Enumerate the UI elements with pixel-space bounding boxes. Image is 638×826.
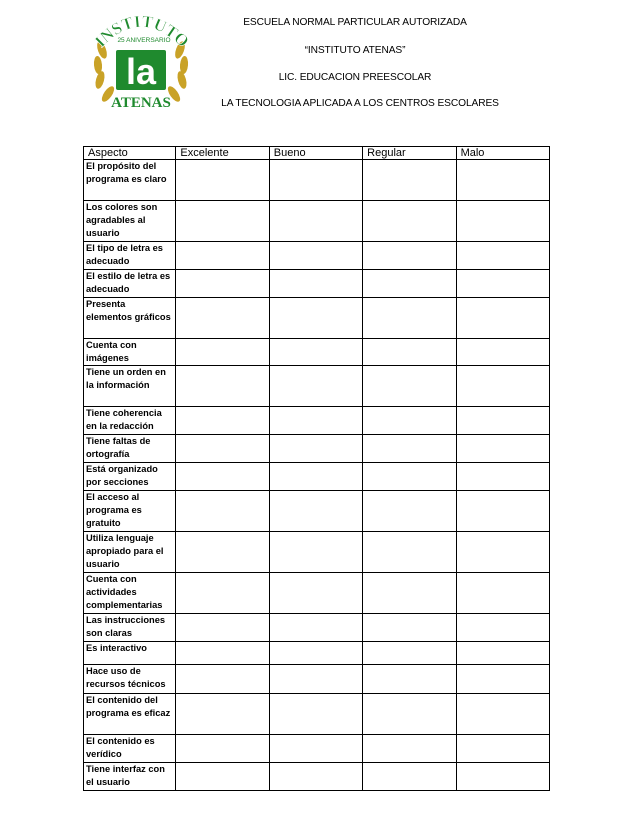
rating-cell-regular[interactable] bbox=[363, 763, 456, 791]
rating-cell-regular[interactable] bbox=[363, 665, 456, 694]
table-row bbox=[84, 407, 550, 435]
rating-cell-regular[interactable] bbox=[363, 642, 456, 665]
rating-cell-excelente[interactable] bbox=[176, 532, 269, 573]
rating-cell-bueno[interactable] bbox=[269, 642, 362, 665]
rating-cell-excelente[interactable] bbox=[176, 407, 269, 435]
rating-cell-excelente[interactable] bbox=[176, 298, 269, 339]
rating-cell-malo[interactable] bbox=[456, 491, 549, 532]
rating-cell-bueno[interactable] bbox=[269, 407, 362, 435]
rating-cell-excelente[interactable] bbox=[176, 614, 269, 642]
table-row bbox=[84, 735, 550, 763]
rating-cell-regular[interactable] bbox=[363, 491, 456, 532]
header-malo: Malo bbox=[456, 147, 549, 160]
aspect-cell: Es interactivo bbox=[84, 642, 176, 665]
table-row bbox=[84, 242, 550, 270]
rating-cell-bueno[interactable] bbox=[269, 298, 362, 339]
rating-cell-malo[interactable] bbox=[456, 242, 549, 270]
rating-cell-excelente[interactable] bbox=[176, 463, 269, 491]
school-name: ESCUELA NORMAL PARTICULAR AUTORIZADA bbox=[243, 17, 467, 28]
rating-cell-malo[interactable] bbox=[456, 407, 549, 435]
table-row bbox=[84, 694, 550, 735]
rating-cell-malo[interactable] bbox=[456, 532, 549, 573]
rating-cell-regular[interactable] bbox=[363, 366, 456, 407]
rating-cell-malo[interactable] bbox=[456, 642, 549, 665]
rating-cell-bueno[interactable] bbox=[269, 665, 362, 694]
table-row bbox=[84, 339, 550, 366]
rating-cell-malo[interactable] bbox=[456, 573, 549, 614]
header-aspecto: Aspecto bbox=[84, 147, 176, 160]
rating-cell-malo[interactable] bbox=[456, 614, 549, 642]
rating-cell-malo[interactable] bbox=[456, 366, 549, 407]
aspect-cell: El tipo de letra es adecuado bbox=[84, 242, 176, 270]
rating-cell-malo[interactable] bbox=[456, 435, 549, 463]
rating-cell-excelente[interactable] bbox=[176, 242, 269, 270]
rating-cell-bueno[interactable] bbox=[269, 270, 362, 298]
aspect-cell: El contenido es verídico bbox=[84, 735, 176, 763]
rating-cell-regular[interactable] bbox=[363, 201, 456, 242]
logo-arc-text: INSTITUTO bbox=[90, 11, 193, 52]
rating-cell-bueno[interactable] bbox=[269, 735, 362, 763]
document-subject: LA TECNOLOGIA APLICADA A LOS CENTROS ESCOLARES bbox=[221, 98, 499, 109]
header-excelente: Excelente bbox=[176, 147, 269, 160]
rating-cell-excelente[interactable] bbox=[176, 435, 269, 463]
rating-cell-malo[interactable] bbox=[456, 665, 549, 694]
rating-cell-bueno[interactable] bbox=[269, 763, 362, 791]
rating-cell-regular[interactable] bbox=[363, 573, 456, 614]
rating-cell-malo[interactable] bbox=[456, 339, 549, 366]
table-row bbox=[84, 201, 550, 242]
aspect-cell: Tiene interfaz con el usuario bbox=[84, 763, 176, 791]
aspect-cell: Hace uso de recursos técnicos bbox=[84, 665, 176, 694]
rating-cell-excelente[interactable] bbox=[176, 339, 269, 366]
table-row bbox=[84, 532, 550, 573]
rating-cell-excelente[interactable] bbox=[176, 160, 269, 201]
rating-cell-regular[interactable] bbox=[363, 735, 456, 763]
aspect-cell: Los colores son agradables al usuario bbox=[84, 201, 176, 242]
rating-cell-bueno[interactable] bbox=[269, 463, 362, 491]
aspect-cell: El estilo de letra es adecuado bbox=[84, 270, 176, 298]
rating-cell-malo[interactable] bbox=[456, 735, 549, 763]
logo-anniversary-text: 25 ANIVERSARIO bbox=[117, 37, 171, 44]
rating-cell-regular[interactable] bbox=[363, 160, 456, 201]
aspect-cell: Cuenta con actividades complementarias bbox=[84, 573, 176, 614]
rating-cell-excelente[interactable] bbox=[176, 665, 269, 694]
rating-cell-malo[interactable] bbox=[456, 463, 549, 491]
logo-monogram: la bbox=[125, 51, 157, 92]
aspect-cell: Tiene faltas de ortografía bbox=[84, 435, 176, 463]
aspect-cell: Está organizado por secciones bbox=[84, 463, 176, 491]
aspect-cell: Presenta elementos gráficos bbox=[84, 298, 176, 339]
rating-cell-excelente[interactable] bbox=[176, 763, 269, 791]
rating-cell-regular[interactable] bbox=[363, 532, 456, 573]
rating-cell-bueno[interactable] bbox=[269, 160, 362, 201]
rating-cell-excelente[interactable] bbox=[176, 735, 269, 763]
rating-cell-malo[interactable] bbox=[456, 298, 549, 339]
table-row bbox=[84, 665, 550, 694]
rating-cell-bueno[interactable] bbox=[269, 435, 362, 463]
rating-cell-regular[interactable] bbox=[363, 339, 456, 366]
rating-cell-malo[interactable] bbox=[456, 201, 549, 242]
rating-cell-regular[interactable] bbox=[363, 463, 456, 491]
table-row bbox=[84, 366, 550, 407]
rating-cell-malo[interactable] bbox=[456, 694, 549, 735]
aspect-cell: El acceso al programa es gratuito bbox=[84, 491, 176, 532]
evaluation-table bbox=[83, 146, 550, 791]
rating-cell-excelente[interactable] bbox=[176, 491, 269, 532]
aspect-cell: Tiene un orden en la información bbox=[84, 366, 176, 407]
aspect-cell: Tiene coherencia en la redacción bbox=[84, 407, 176, 435]
table-row bbox=[84, 763, 550, 791]
table-row bbox=[84, 435, 550, 463]
rating-cell-malo[interactable] bbox=[456, 270, 549, 298]
rating-cell-malo[interactable] bbox=[456, 160, 549, 201]
aspect-cell: Cuenta con imágenes bbox=[84, 339, 176, 366]
rating-cell-regular[interactable] bbox=[363, 435, 456, 463]
rating-cell-bueno[interactable] bbox=[269, 339, 362, 366]
logo-name-text: ATENAS bbox=[111, 95, 171, 111]
rating-cell-bueno[interactable] bbox=[269, 694, 362, 735]
header-regular: Regular bbox=[363, 147, 456, 160]
rating-cell-excelente[interactable] bbox=[176, 366, 269, 407]
table-row bbox=[84, 463, 550, 491]
aspect-cell: Las instrucciones son claras bbox=[84, 614, 176, 642]
rating-cell-regular[interactable] bbox=[363, 298, 456, 339]
table-row bbox=[84, 270, 550, 298]
rating-cell-regular[interactable] bbox=[363, 614, 456, 642]
table-row bbox=[84, 491, 550, 532]
rating-cell-bueno[interactable] bbox=[269, 532, 362, 573]
rating-cell-excelente[interactable] bbox=[176, 201, 269, 242]
rating-cell-regular[interactable] bbox=[363, 694, 456, 735]
rating-cell-regular[interactable] bbox=[363, 407, 456, 435]
rating-cell-bueno[interactable] bbox=[269, 614, 362, 642]
rating-cell-excelente[interactable] bbox=[176, 573, 269, 614]
rating-cell-malo[interactable] bbox=[456, 763, 549, 791]
instituto-atenas-logo bbox=[88, 10, 194, 122]
table-row bbox=[84, 160, 550, 201]
rating-cell-excelente[interactable] bbox=[176, 270, 269, 298]
degree-program: LIC. EDUCACION PREESCOLAR bbox=[278, 72, 432, 83]
header-bueno: Bueno bbox=[269, 147, 362, 160]
table-row bbox=[84, 298, 550, 339]
table-row bbox=[84, 573, 550, 614]
table-row bbox=[84, 642, 550, 665]
table-header-row bbox=[84, 147, 550, 160]
rating-cell-bueno[interactable] bbox=[269, 573, 362, 614]
aspect-cell: El contenido del programa es eficaz bbox=[84, 694, 176, 735]
rating-cell-excelente[interactable] bbox=[176, 694, 269, 735]
table-row bbox=[84, 614, 550, 642]
rating-cell-bueno[interactable] bbox=[269, 201, 362, 242]
rating-cell-regular[interactable] bbox=[363, 270, 456, 298]
aspect-cell: Utiliza lenguaje apropiado para el usuario bbox=[84, 532, 176, 573]
rating-cell-regular[interactable] bbox=[363, 242, 456, 270]
rating-cell-bueno[interactable] bbox=[269, 242, 362, 270]
rating-cell-excelente[interactable] bbox=[176, 642, 269, 665]
aspect-cell: El propósito del programa es claro bbox=[84, 160, 176, 201]
institute-name: “INSTITUTO ATENAS” bbox=[304, 45, 406, 56]
rating-cell-bueno[interactable] bbox=[269, 366, 362, 407]
rating-cell-bueno[interactable] bbox=[269, 491, 362, 532]
